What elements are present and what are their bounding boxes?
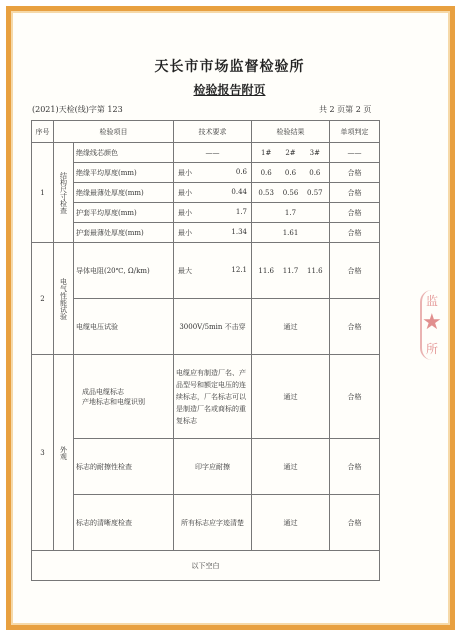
group-no: 3 — [32, 355, 54, 551]
row-requirement: 电缆应有制造厂名、产品型号和额定电压的连续标志，厂名标志可以是制造厂名或商标的重复标志 — [174, 355, 252, 439]
row-item: 护套平均厚度(mm) — [74, 203, 174, 223]
row-item: 导体电阻(20℃, Ω/km) — [74, 243, 174, 299]
page-subtitle: 检验报告附页 — [193, 83, 266, 97]
row-result: 通过 — [252, 495, 330, 551]
row-verdict: 合格 — [330, 223, 380, 243]
row-verdict: 合格 — [330, 439, 380, 495]
row-item: 绝缘最薄处厚度(mm) — [74, 183, 174, 203]
star-icon: ★ — [422, 310, 442, 335]
table-row — [32, 203, 380, 223]
row-requirement: 最小 1.34 — [174, 223, 252, 243]
page-info: 共 2 页第 2 页 — [319, 105, 372, 114]
inspection-table — [31, 120, 380, 581]
seal-text-top: 监 — [426, 294, 439, 308]
row-result: 通过 — [252, 439, 330, 495]
official-seal — [420, 290, 446, 362]
row-verdict: 合格 — [330, 355, 380, 439]
row-verdict: 合格 — [330, 183, 380, 203]
report-number: (2021)天检(线)字第 123 — [32, 105, 123, 114]
row-verdict: 合格 — [330, 203, 380, 223]
row-requirement: 3000V/5min 不击穿 — [174, 299, 252, 355]
row-result: 11.6 11.7 11.6 — [252, 243, 330, 299]
table-row — [32, 143, 380, 163]
row-result: 通过 — [252, 299, 330, 355]
header-item: 检验项目 — [54, 121, 174, 143]
seal-text-bottom: 所 — [426, 342, 439, 356]
table-header-row — [32, 121, 380, 143]
table-row — [32, 163, 380, 183]
row-item: 护套最薄处厚度(mm) — [74, 223, 174, 243]
row-requirement: 最小 0.44 — [174, 183, 252, 203]
row-requirement: 最大 12.1 — [174, 243, 252, 299]
row-result: 0.53 0.56 0.57 — [252, 183, 330, 203]
row-result: 1.7 — [252, 203, 330, 223]
page-title: 天长市市场监督检验所 — [154, 59, 305, 75]
header-result: 检验结果 — [252, 121, 330, 143]
table-row — [32, 355, 380, 439]
blank-note: 以下空白 — [32, 551, 380, 581]
row-item: 标志的清晰度检查 — [74, 495, 174, 551]
row-verdict: —— — [330, 143, 380, 163]
table-row — [32, 243, 380, 299]
row-verdict: 合格 — [330, 243, 380, 299]
row-item: 标志的耐擦性检查 — [74, 439, 174, 495]
row-requirement: —— — [174, 143, 252, 163]
row-verdict: 合格 — [330, 495, 380, 551]
table-row — [32, 183, 380, 203]
row-item: 绝缘平均厚度(mm) — [74, 163, 174, 183]
row-result: 0.6 0.6 0.6 — [252, 163, 330, 183]
table-row — [32, 439, 380, 495]
row-result: 1.61 — [252, 223, 330, 243]
row-result: 1# 2# 3# — [252, 143, 330, 163]
row-item: 成品电缆标志 产地标志和电缆识别 — [74, 355, 174, 439]
table-footer-row — [32, 551, 380, 581]
group-category: 外观 — [54, 355, 74, 551]
row-requirement: 印字应耐擦 — [174, 439, 252, 495]
row-verdict: 合格 — [330, 299, 380, 355]
row-result: 通过 — [252, 355, 330, 439]
group-no: 2 — [32, 243, 54, 355]
row-item: 绝缘线芯颜色 — [74, 143, 174, 163]
group-category: 结构尺寸检查 — [54, 143, 74, 243]
table-row — [32, 299, 380, 355]
row-requirement: 最小 1.7 — [174, 203, 252, 223]
row-verdict: 合格 — [330, 163, 380, 183]
table-row — [32, 495, 380, 551]
row-item: 电缆电压试验 — [74, 299, 174, 355]
table-row — [32, 223, 380, 243]
row-requirement: 最小 0.6 — [174, 163, 252, 183]
header-no: 序号 — [32, 121, 54, 143]
header-requirement: 技术要求 — [174, 121, 252, 143]
group-category: 电气性能试验 — [54, 243, 74, 355]
row-requirement: 所有标志应字迹清楚 — [174, 495, 252, 551]
header-verdict: 单项判定 — [330, 121, 380, 143]
group-no: 1 — [32, 143, 54, 243]
